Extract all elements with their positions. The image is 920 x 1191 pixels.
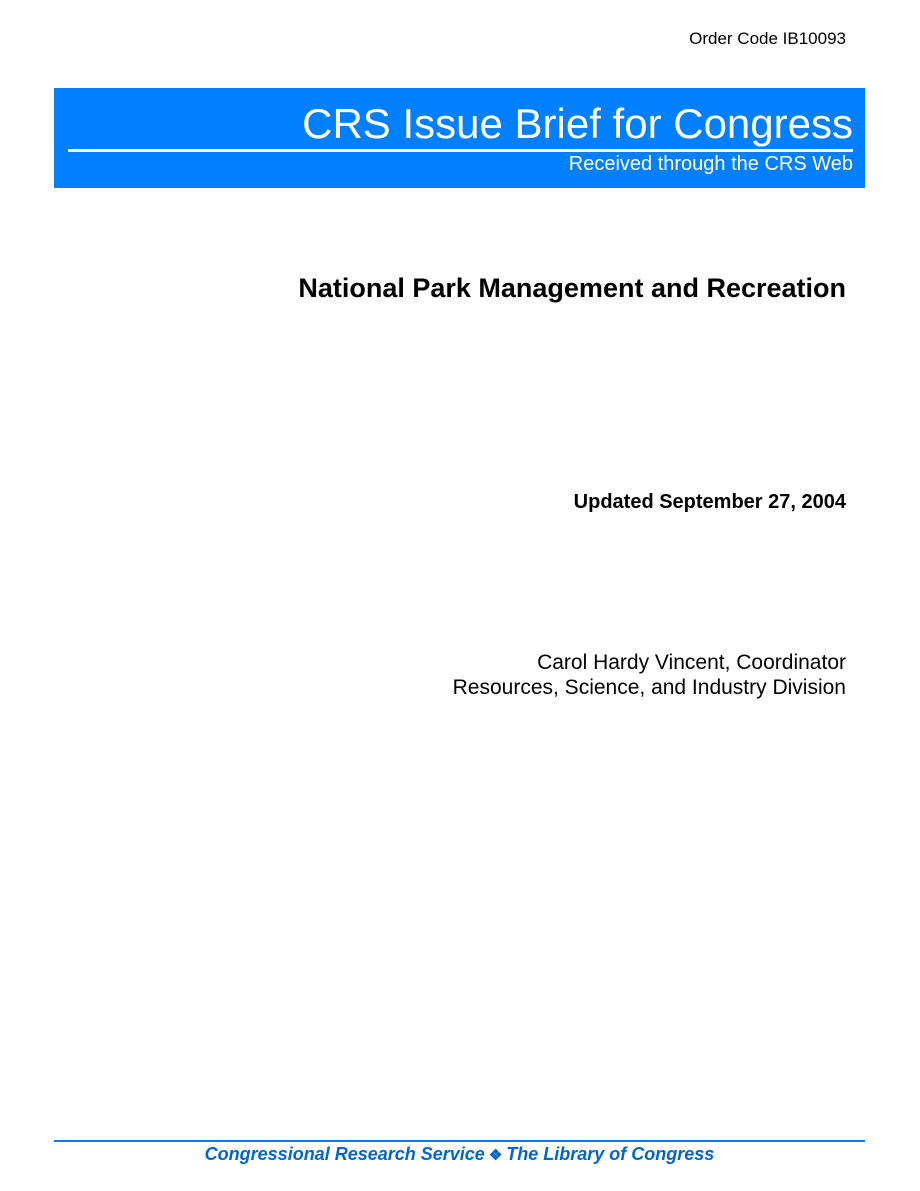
footer	[54, 1143, 865, 1167]
author-division: Resources, Science, and Industry Division	[452, 676, 846, 699]
banner-subtitle: Received through the CRS Web	[568, 153, 853, 175]
footer-rule	[54, 1140, 865, 1142]
banner-title: CRS Issue Brief for Congress	[302, 100, 853, 147]
document-title: National Park Management and Recreation	[298, 273, 846, 303]
order-code: Order Code IB10093	[689, 29, 846, 48]
author-name: Carol Hardy Vincent, Coordinator	[537, 651, 846, 674]
updated-date: Updated September 27, 2004	[573, 491, 846, 513]
author-block	[453, 650, 846, 700]
footer-crs-label: Congressional Research Service	[204, 1144, 485, 1164]
four-diamond-ornament-icon: ❖	[488, 1147, 503, 1164]
footer-loc-label: The Library of Congress	[506, 1144, 715, 1164]
crs-banner	[54, 88, 865, 188]
